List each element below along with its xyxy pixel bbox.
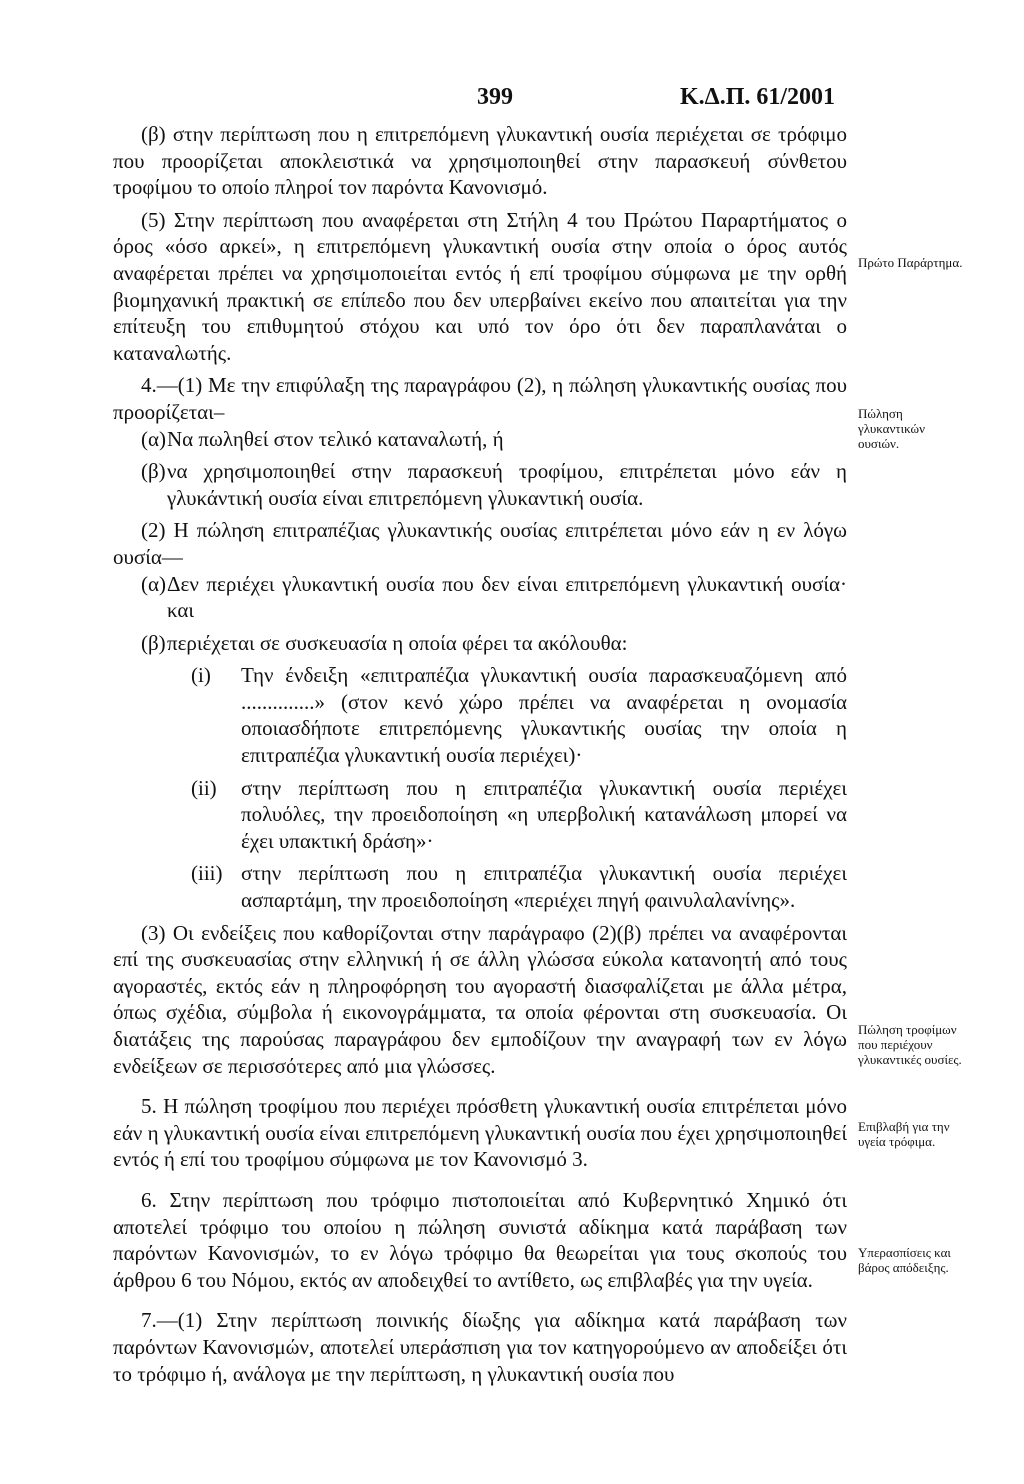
list-text: περιέχεται σε συσκευασία η οποία φέρει τα ακόλουθα: <box>167 630 628 655</box>
margin-note-sale-foods: Πώληση τροφίμων που περιέχουν γλυκαντικές ουσίες. <box>858 1022 962 1067</box>
main-text <box>113 121 847 1393</box>
section-4-subsection-3: (3) Οι ενδείξεις που καθορίζονται στην παράγραφο (2)(β) πρέπει να αναφέρονται επί της συσκευασίας στην ελληνική ή σε άλλη γλώσσα εύκολα κατανοητή από τους αγοραστές, εκτός εάν η πληροφόρηση του αγοραστή διασφαλίζεται με άλλα μέτρα, όπως σχέδια, σύμβολα ή εικονογράμματα, τα οποία φέρονται στη συσκευασία. Οι διατάξεις της παρούσας παραγράφου δεν εμποδίζουν την αναγραφή των εν λόγω ενδείξεων σε περισσότερες από μια γλώσσες. <box>113 920 847 1078</box>
list-label: (iii) <box>191 861 223 886</box>
list-label: (α) <box>141 571 166 596</box>
list-item-4-2-a <box>113 571 847 624</box>
list-text: να χρησιμοποιηθεί στην παρασκευή τροφίμου, επιτρέπεται μόνο εάν η γλυκάντική ουσία είναι επιτρεπόμενη γλυκαντική ουσία. <box>167 459 847 510</box>
list-item-4-2-b-iii <box>113 860 847 913</box>
paragraph-5: (5) Στην περίπτωση που αναφέρεται στη Στήλη 4 του Πρώτου Παραρτήματος ο όρος «όσο αρκεί», η επιτρεπόμενη γλυκαντική ουσία στην οποία ο όρος αυτός αναφέρεται πρέπει να χρησιμοποιείται εντός ή επί τροφίμου σύμφωνα με την ορθή βιομηχανική πρακτική σε επίπεδο που δεν υπερβαίνει εκείνο που απαιτείται για την επίτευξη του επιθυμητού στόχου και υπό τον όρο ότι δεν παραπλανάται ο καταναλωτής. <box>113 207 847 365</box>
section-5: 5. Η πώληση τροφίμου που περιέχει πρόσθετη γλυκαντική ουσία επιτρέπεται μόνο εάν η γλυκαντική ουσία είναι επιτρεπόμενη γλυκαντική ουσία που έχει χρησιμοποιηθεί εντός ή επί του τροφίμου σύμφωνα με τον Κανονισμό 3. <box>113 1094 847 1172</box>
list-item-4-1-a <box>113 426 847 453</box>
section-6: 6. Στην περίπτωση που τρόφιμο πιστοποιείται από Κυβερνητικό Χημικό ότι αποτελεί τρόφιμο του οποίου η πώληση συνιστά αδίκημα κατά παράβαση των παρόντων Κανονισμών, το εν λόγω τρόφιμο θα θεωρείται για τους σκοπούς του άρθρου 6 του Νόμου, εκτός αν αποδειχθεί το αντίθετο, ως επιβλαβές για την υγεία. <box>113 1187 847 1292</box>
margin-note-defences: Υπερασπίσεις και βάρος απόδειξης. <box>858 1245 951 1275</box>
list-item-4-2-b-i <box>113 662 847 768</box>
list-text: Την ένδειξη «επιτραπέζια γλυκαντική ουσία παρασκευαζόμενη από ..............» (στον κενό χώρο πρέπει να αναφέρεται η ονομασία οποιασδήποτε επιτρεπόμενης γλυκαντικής ουσίας την οποία η επιτραπέζια γλυκαντική ουσία περιέχει)· <box>241 663 847 768</box>
list-label: (α) <box>141 426 166 451</box>
margin-note-annex: Πρώτο Παράρτημα. <box>858 255 963 270</box>
margin-note-harmful: Επιβλαβή για την υγεία τρόφιμα. <box>858 1119 950 1149</box>
list-item-4-2-b <box>113 630 847 657</box>
paragraph-beta-continued: (β) στην περίπτωση που η επιτρεπόμενη γλυκαντική ουσία περιέχεται σε τρόφιμο που προορίζεται αποκλειστικά να χρησιμοποιηθεί στην παρασκευή σύνθετου τροφίμου το οποίο πληροί τον παρόντα Κανονισμό. <box>113 122 847 200</box>
list-label: (β) <box>141 459 166 484</box>
section-7: 7.—(1) Στην περίπτωση ποινικής δίωξης για αδίκημα κατά παράβαση των παρόντων Κανονισμών, αποτελεί υπεράσπιση για τον κατηγορούμενο αν αποδείξει ότι το τρόφιμο ή, ανάλογα με την περίπτωση, η γλυκαντική ουσία που <box>113 1308 847 1386</box>
list-label: (ii) <box>191 775 217 800</box>
list-label: (β) <box>141 630 166 655</box>
list-item-4-1-b <box>113 458 847 511</box>
page-header <box>0 84 1024 120</box>
list-text: στην περίπτωση που η επιτραπέζια γλυκαντική ουσία περιέχει ασπαρτάμη, την προειδοποίηση «περιέχει πηγή φαινυλαλανίνης». <box>241 861 847 913</box>
list-label: (i) <box>191 663 211 688</box>
list-item-4-2-b-ii <box>113 775 847 855</box>
list-text: Δεν περιέχει γλυκαντική ουσία που δεν είναι επιτρεπόμενη γλυκαντική ουσία· και <box>167 571 847 623</box>
margin-note-sale-sweeteners: Πώληση γλυκαντικών ουσιών. <box>858 406 925 451</box>
law-reference: Κ.Δ.Π. 61/2001 <box>680 84 836 110</box>
section-4-subsection-2: (2) Η πώληση επιτραπέζιας γλυκαντικής ουσίας επιτρέπεται μόνο εάν η εν λόγω ουσία— <box>113 518 847 569</box>
list-text: Να πωληθεί στον τελικό καταναλωτή, ή <box>167 426 504 451</box>
section-4-subsection-1: 4.—(1) Με την επιφύλαξη της παραγράφου (2), η πώληση γλυκαντικής ουσίας που προορίζεται– <box>113 373 847 424</box>
page-number: 399 <box>477 84 513 110</box>
list-text: στην περίπτωση που η επιτραπέζια γλυκαντική ουσία περιέχει πολυόλες, την προειδοποίηση «η υπερβολική κατανάλωση μπορεί να έχει υπακτική δράση»· <box>241 775 847 853</box>
